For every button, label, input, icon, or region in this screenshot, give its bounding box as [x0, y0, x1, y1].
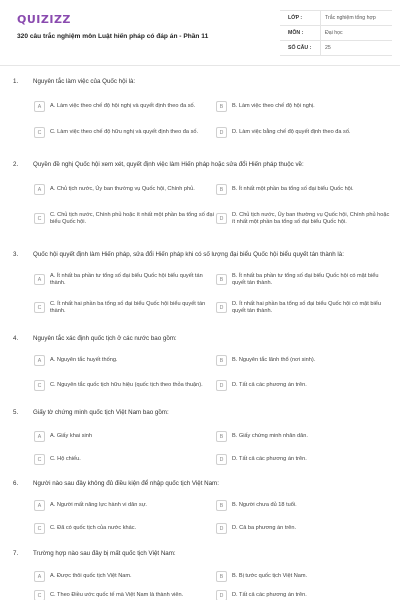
option-letter-box: C: [34, 523, 45, 534]
option-text: C. Đã có quốc tịch của nước khác.: [50, 525, 137, 532]
option-text: D. Làm việc bằng chế độ quyết định theo đa số.: [232, 129, 351, 136]
meta-row-count: [280, 41, 392, 56]
option-text: C. Chủ tịch nước, Chính phủ hoặc ít nhất một phần ba tổng số đại biểu Quốc hội.: [50, 211, 214, 225]
option-b[interactable]: [216, 428, 392, 445]
option-letter-box: D: [216, 213, 227, 224]
question-stem: [0, 550, 400, 560]
meta-value: Trắc nghiệm tổng hợp: [320, 11, 392, 25]
option-letter-box: C: [34, 590, 45, 600]
question-stem: [0, 78, 400, 88]
option-letter-box: D: [216, 380, 227, 391]
option-text: B. Làm việc theo chế độ hội nghị.: [232, 103, 315, 110]
option-letter-box: C: [34, 213, 45, 224]
question-number: 1.: [13, 78, 19, 85]
document-header: [0, 0, 400, 66]
option-a[interactable]: [34, 181, 214, 198]
meta-key: SỐ CÂU :: [288, 45, 312, 51]
option-d[interactable]: [216, 451, 392, 468]
option-text: D. Tất cả các phương án trên.: [232, 456, 307, 463]
question-number: 2.: [13, 161, 19, 168]
option-d[interactable]: [216, 377, 392, 394]
option-d[interactable]: [216, 520, 392, 537]
question-text: Quốc hội quyết định làm Hiến pháp, sửa đổi Hiến pháp khi có số lượng đại biểu Quốc hội biểu quyết tán thành là:: [33, 251, 344, 258]
meta-value: Đại học: [320, 26, 392, 40]
option-c[interactable]: [34, 299, 214, 316]
option-a[interactable]: [34, 271, 214, 288]
option-a[interactable]: [34, 428, 214, 445]
option-letter-box: B: [216, 571, 227, 582]
option-c[interactable]: [34, 451, 214, 468]
question-number: 5.: [13, 409, 19, 416]
option-letter-box: B: [216, 101, 227, 112]
option-text: D. Chủ tịch nước, Ủy ban thường vụ Quốc hội, Chính phủ hoặc ít nhất một phần ba tổng số đại biểu Quốc hội.: [232, 211, 390, 225]
option-text: B. Ít nhất một phần ba tổng số đại biểu Quốc hội.: [232, 186, 354, 193]
question-stem: [0, 409, 400, 419]
quizizz-logo: QUIZIZZ: [17, 13, 71, 26]
option-text: A. Chủ tịch nước, Ủy ban thường vụ Quốc hội, Chính phủ.: [50, 186, 195, 193]
question-number: 3.: [13, 251, 19, 258]
option-text: D. Tất cả các phương án trên.: [232, 382, 307, 389]
question-stem: [0, 335, 400, 345]
option-a[interactable]: [34, 497, 214, 514]
option-letter-box: A: [34, 101, 45, 112]
option-text: A. Nguyên tắc huyết thống.: [50, 357, 118, 364]
question-text: Nguyên tắc làm việc của Quốc hội là:: [33, 78, 136, 85]
question-number: 6.: [13, 480, 19, 487]
question-number: 4.: [13, 335, 19, 342]
option-letter-box: A: [34, 274, 45, 285]
option-letter-box: C: [34, 127, 45, 138]
option-letter-box: A: [34, 355, 45, 366]
option-d[interactable]: [216, 299, 392, 316]
meta-key: MÔN :: [288, 30, 304, 36]
option-c[interactable]: [34, 587, 214, 600]
option-letter-box: D: [216, 454, 227, 465]
option-c[interactable]: [34, 124, 214, 141]
option-c[interactable]: [34, 210, 214, 227]
option-letter-box: D: [216, 590, 227, 600]
option-a[interactable]: [34, 98, 214, 115]
option-letter-box: B: [216, 274, 227, 285]
option-text: C. Làm việc theo chế độ hữu nghị và quyết định theo đa số.: [50, 129, 199, 136]
option-text: D. Ít nhất hai phần ba tổng số đại biểu Quốc hội có mặt biểu quyết tán thành.: [232, 300, 381, 314]
question-stem: [0, 161, 400, 171]
option-d[interactable]: [216, 124, 392, 141]
option-text: B. Bị tước quốc tịch Việt Nam.: [232, 573, 308, 580]
option-b[interactable]: [216, 271, 392, 288]
option-b[interactable]: [216, 568, 392, 585]
option-letter-box: C: [34, 380, 45, 391]
option-b[interactable]: [216, 181, 392, 198]
option-letter-box: A: [34, 184, 45, 195]
option-c[interactable]: [34, 520, 214, 537]
question-text: Quyền đề nghị Quốc hội xem xét, quyết định việc làm Hiến pháp hoặc sửa đổi Hiến pháp thuộc về:: [33, 161, 304, 168]
option-letter-box: B: [216, 431, 227, 442]
option-text: A. Ít nhất ba phần tư tổng số đại biểu Quốc hội biểu quyết tán thành.: [50, 272, 203, 286]
option-a[interactable]: [34, 352, 214, 369]
question-text: Giấy tờ chứng minh quốc tịch Việt Nam bao gồm:: [33, 409, 169, 416]
option-text: B. Giấy chứng minh nhân dân.: [232, 433, 308, 440]
option-letter-box: B: [216, 355, 227, 366]
option-c[interactable]: [34, 377, 214, 394]
question-text: Người nào sau đây không đủ điều kiện để nhập quốc tịch Việt Nam:: [33, 480, 219, 487]
option-letter-box: C: [34, 302, 45, 313]
meta-value: 25: [320, 41, 392, 55]
option-letter-box: A: [34, 571, 45, 582]
question-text: Trường hợp nào sau đây bị mất quốc tịch Việt Nam:: [33, 550, 176, 557]
option-letter-box: A: [34, 431, 45, 442]
option-a[interactable]: [34, 568, 214, 585]
option-text: A. Làm việc theo chế độ hội nghị và quyết định theo đa số.: [50, 103, 196, 110]
meta-table: [280, 10, 392, 56]
option-text: B. Nguyên tắc lãnh thổ (nơi sinh).: [232, 357, 316, 364]
option-b[interactable]: [216, 352, 392, 369]
option-b[interactable]: [216, 497, 392, 514]
meta-row-subject: [280, 26, 392, 41]
option-text: D. Cả ba phương án trên.: [232, 525, 297, 532]
option-d[interactable]: [216, 210, 392, 227]
option-letter-box: B: [216, 184, 227, 195]
option-letter-box: C: [34, 454, 45, 465]
option-letter-box: D: [216, 302, 227, 313]
option-letter-box: D: [216, 127, 227, 138]
option-text: B. Người chưa đủ 18 tuổi.: [232, 502, 297, 509]
option-text: C. Hộ chiếu.: [50, 456, 81, 463]
question-text: Nguyên tắc xác định quốc tịch ở các nước bao gồm:: [33, 335, 177, 342]
option-letter-box: A: [34, 500, 45, 511]
option-letter-box: B: [216, 500, 227, 511]
option-b[interactable]: [216, 98, 392, 115]
option-text: A. Được thôi quốc tịch Việt Nam.: [50, 573, 132, 580]
option-text: B. Ít nhất ba phần tư tổng số đại biểu Quốc hội có mặt biểu quyết tán thành.: [232, 272, 379, 286]
question-stem: [0, 480, 400, 490]
option-d[interactable]: [216, 587, 392, 600]
page-title: 320 câu trắc nghiệm môn Luật hiến pháp có đáp án - Phần 11: [17, 33, 209, 40]
option-text: C. Nguyên tắc quốc tịch hữu hiệu (quốc tịch theo thỏa thuận).: [50, 382, 203, 389]
option-text: D. Tất cả các phương án trên.: [232, 592, 307, 599]
option-text: A. Giấy khai sinh: [50, 433, 92, 440]
meta-row-class: [280, 11, 392, 26]
option-text: C. Ít nhất hai phần ba tổng số đại biểu Quốc hội biểu quyết tán thành.: [50, 300, 206, 314]
option-text: A. Người mất năng lực hành vi dân sự.: [50, 502, 147, 509]
option-text: C. Theo Điều ước quốc tế mà Việt Nam là thành viên.: [50, 592, 184, 599]
meta-key: LỚP :: [288, 15, 303, 21]
option-letter-box: D: [216, 523, 227, 534]
question-stem: [0, 251, 400, 261]
question-number: 7.: [13, 550, 19, 557]
